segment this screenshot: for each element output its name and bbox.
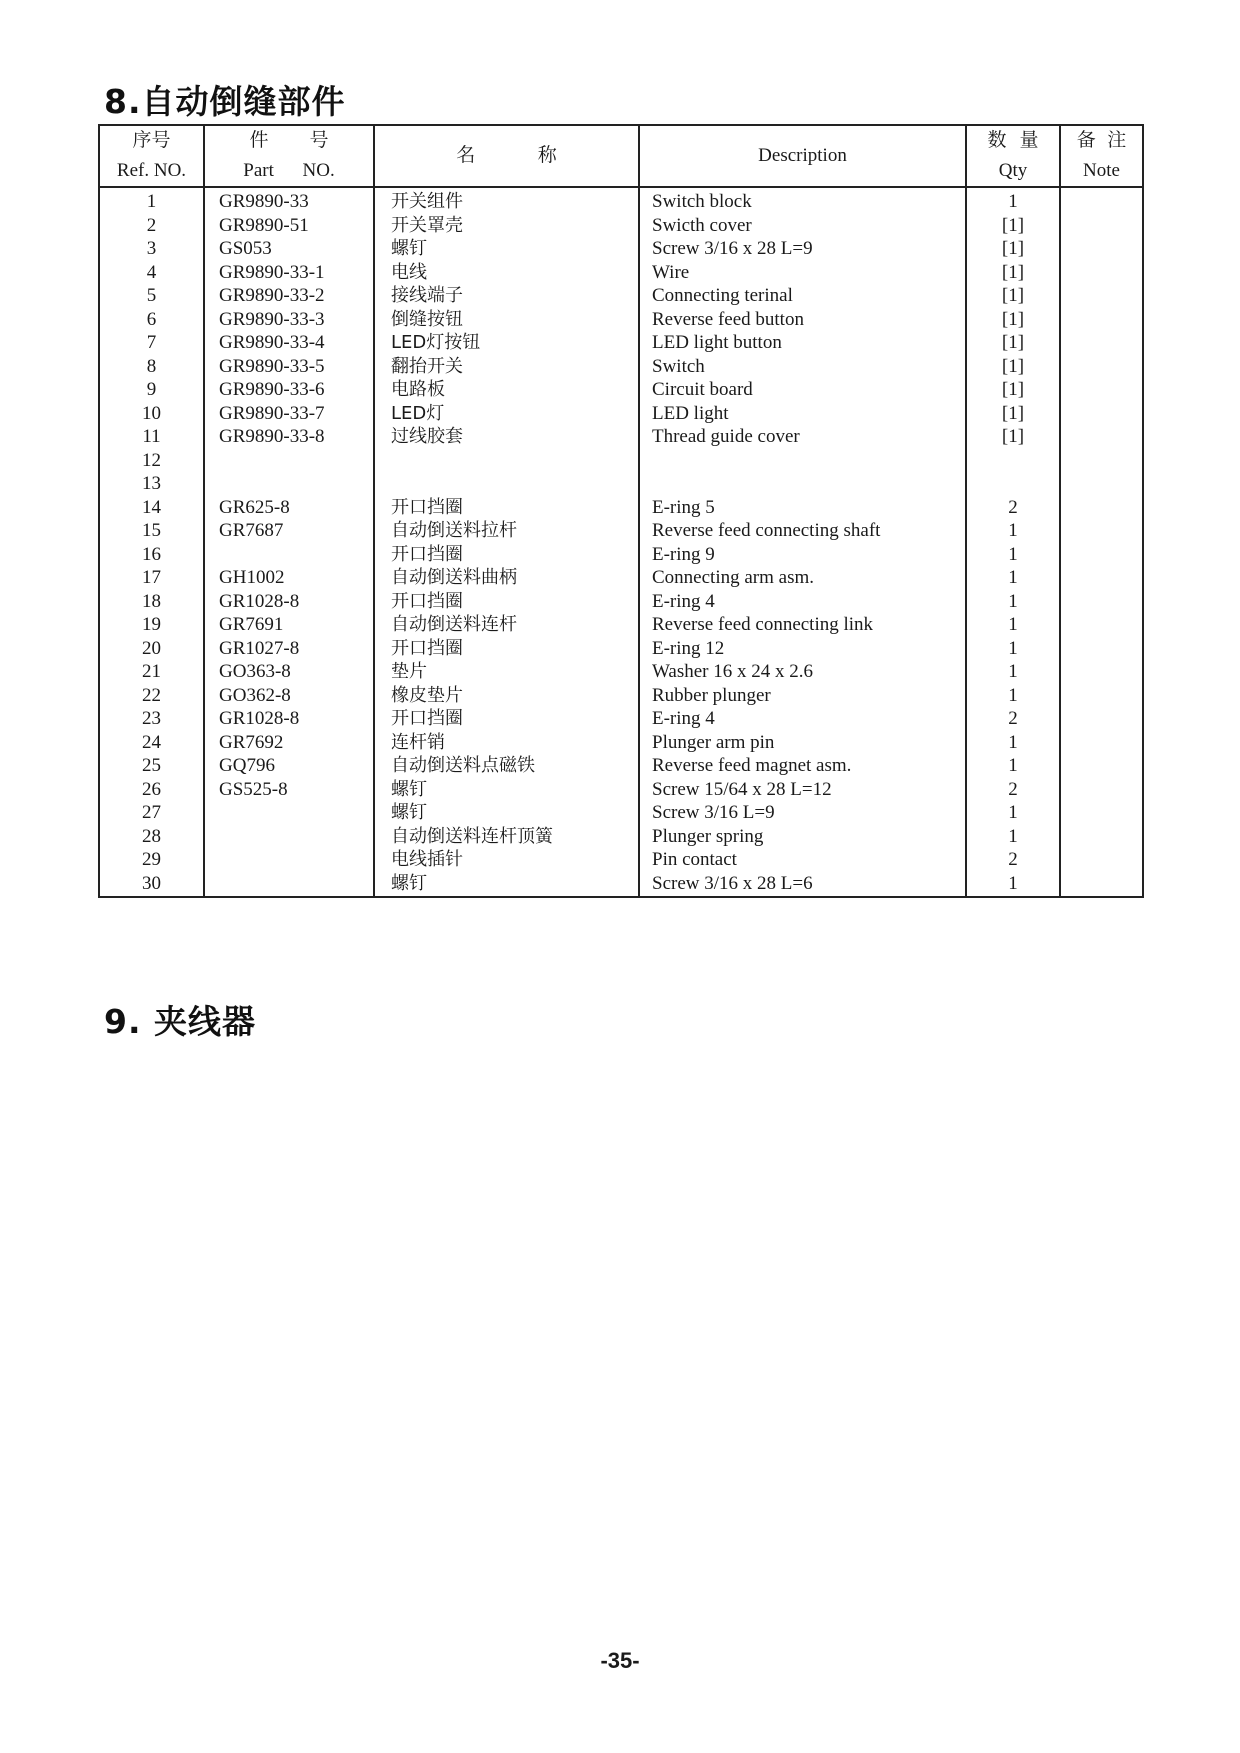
description: Screw 3/16 x 28 L=9 xyxy=(639,237,966,261)
header-note-en: Note xyxy=(1083,160,1120,181)
quantity: 2 xyxy=(966,496,1060,520)
part-name-zh: 螺钉 xyxy=(374,778,639,802)
table-row xyxy=(99,425,1143,449)
note xyxy=(1060,331,1143,355)
ref-number: 24 xyxy=(99,731,204,755)
table-row xyxy=(99,402,1143,426)
part-number: GS053 xyxy=(204,237,374,261)
header-qty-en: Qty xyxy=(998,160,1028,181)
quantity: 1 xyxy=(966,801,1060,825)
part-number: GR9890-33-4 xyxy=(204,331,374,355)
note xyxy=(1060,214,1143,238)
ref-number: 12 xyxy=(99,449,204,473)
part-number: GR7691 xyxy=(204,613,374,637)
part-number: GR1028-8 xyxy=(204,707,374,731)
quantity: 1 xyxy=(966,825,1060,849)
table-row xyxy=(99,261,1143,285)
quantity: 1 xyxy=(966,754,1060,778)
part-number xyxy=(204,872,374,898)
part-number xyxy=(204,825,374,849)
page-number: -35- xyxy=(600,1648,640,1673)
part-name-zh: 自动倒送料连杆顶簧 xyxy=(374,825,639,849)
quantity: 2 xyxy=(966,707,1060,731)
description: Reverse feed magnet asm. xyxy=(639,754,966,778)
part-number: GO362-8 xyxy=(204,684,374,708)
description xyxy=(639,472,966,496)
ref-number: 9 xyxy=(99,378,204,402)
ref-number: 3 xyxy=(99,237,204,261)
header-description-en: Description xyxy=(758,145,847,166)
header-ref-zh: 序号 xyxy=(132,130,171,151)
description: Circuit board xyxy=(639,378,966,402)
ref-number: 29 xyxy=(99,848,204,872)
part-name-zh: 翻抬开关 xyxy=(374,355,639,379)
part-number xyxy=(204,543,374,567)
description: Reverse feed button xyxy=(639,308,966,332)
part-name-zh: LED灯按钮 xyxy=(374,331,639,355)
quantity: 1 xyxy=(966,543,1060,567)
note xyxy=(1060,825,1143,849)
part-number: GR9890-33-1 xyxy=(204,261,374,285)
part-number: GR9890-33-8 xyxy=(204,425,374,449)
quantity: 1 xyxy=(966,637,1060,661)
table-row xyxy=(99,825,1143,849)
header-part xyxy=(204,125,374,187)
description: Screw 3/16 L=9 xyxy=(639,801,966,825)
note xyxy=(1060,237,1143,261)
part-name-zh: 电线 xyxy=(374,261,639,285)
ref-number: 7 xyxy=(99,331,204,355)
description: Pin contact xyxy=(639,848,966,872)
part-name-zh: 自动倒送料拉杆 xyxy=(374,519,639,543)
part-number: GO363-8 xyxy=(204,660,374,684)
description: Plunger spring xyxy=(639,825,966,849)
quantity: [1] xyxy=(966,308,1060,332)
note xyxy=(1060,684,1143,708)
part-name-zh: 自动倒送料连杆 xyxy=(374,613,639,637)
header-note xyxy=(1060,125,1143,187)
part-name-zh: 电路板 xyxy=(374,378,639,402)
note xyxy=(1060,284,1143,308)
quantity: [1] xyxy=(966,237,1060,261)
part-name-zh: 螺钉 xyxy=(374,801,639,825)
part-number: GR9890-33-6 xyxy=(204,378,374,402)
table-row xyxy=(99,187,1143,214)
part-number: GH1002 xyxy=(204,566,374,590)
part-number: GR9890-51 xyxy=(204,214,374,238)
part-name-zh: 橡皮垫片 xyxy=(374,684,639,708)
quantity xyxy=(966,472,1060,496)
ref-number: 30 xyxy=(99,872,204,898)
note xyxy=(1060,308,1143,332)
description: Washer 16 x 24 x 2.6 xyxy=(639,660,966,684)
part-number: GR1028-8 xyxy=(204,590,374,614)
ref-number: 1 xyxy=(99,187,204,214)
table-row xyxy=(99,801,1143,825)
ref-number: 26 xyxy=(99,778,204,802)
ref-number: 19 xyxy=(99,613,204,637)
header-qty-zh-a: 数 xyxy=(987,130,1007,151)
quantity: 1 xyxy=(966,519,1060,543)
note xyxy=(1060,449,1143,473)
part-name-zh: 螺钉 xyxy=(374,237,639,261)
table-row xyxy=(99,214,1143,238)
ref-number: 16 xyxy=(99,543,204,567)
part-name-zh: 开关罩壳 xyxy=(374,214,639,238)
part-name-zh: 开关组件 xyxy=(374,187,639,214)
note xyxy=(1060,660,1143,684)
description: E-ring 5 xyxy=(639,496,966,520)
header-qty xyxy=(966,125,1060,187)
ref-number: 28 xyxy=(99,825,204,849)
note xyxy=(1060,187,1143,214)
description xyxy=(639,449,966,473)
note xyxy=(1060,590,1143,614)
table-row xyxy=(99,472,1143,496)
description: Wire xyxy=(639,261,966,285)
part-number: GR1027-8 xyxy=(204,637,374,661)
part-number: GR9890-33 xyxy=(204,187,374,214)
description: Swicth cover xyxy=(639,214,966,238)
table-row xyxy=(99,613,1143,637)
ref-number: 22 xyxy=(99,684,204,708)
quantity: 2 xyxy=(966,778,1060,802)
header-part-en-a: Part xyxy=(243,160,274,181)
table-header-row xyxy=(99,125,1143,187)
note xyxy=(1060,848,1143,872)
description: LED light button xyxy=(639,331,966,355)
quantity: 1 xyxy=(966,590,1060,614)
table-row xyxy=(99,707,1143,731)
part-number: GR9890-33-5 xyxy=(204,355,374,379)
quantity: 2 xyxy=(966,848,1060,872)
table-row xyxy=(99,237,1143,261)
part-name-zh: 开口挡圈 xyxy=(374,543,639,567)
ref-number: 11 xyxy=(99,425,204,449)
header-description xyxy=(639,125,966,187)
quantity: 1 xyxy=(966,566,1060,590)
quantity: 1 xyxy=(966,613,1060,637)
description: E-ring 4 xyxy=(639,590,966,614)
quantity: [1] xyxy=(966,284,1060,308)
description: Screw 15/64 x 28 L=12 xyxy=(639,778,966,802)
part-name-zh: 自动倒送料点磁铁 xyxy=(374,754,639,778)
table-row xyxy=(99,308,1143,332)
part-name-zh: 过线胶套 xyxy=(374,425,639,449)
ref-number: 18 xyxy=(99,590,204,614)
quantity: 1 xyxy=(966,187,1060,214)
part-number: GR7692 xyxy=(204,731,374,755)
part-number: GR7687 xyxy=(204,519,374,543)
note xyxy=(1060,778,1143,802)
note xyxy=(1060,872,1143,898)
note xyxy=(1060,731,1143,755)
part-number: GR9890-33-3 xyxy=(204,308,374,332)
part-number: GS525-8 xyxy=(204,778,374,802)
description: E-ring 9 xyxy=(639,543,966,567)
part-name-zh: LED灯 xyxy=(374,402,639,426)
parts-table-body xyxy=(99,187,1143,897)
description: Plunger arm pin xyxy=(639,731,966,755)
part-name-zh: 开口挡圈 xyxy=(374,496,639,520)
table-row xyxy=(99,637,1143,661)
ref-number: 6 xyxy=(99,308,204,332)
description: Thread guide cover xyxy=(639,425,966,449)
parts-table xyxy=(98,124,1144,898)
note xyxy=(1060,378,1143,402)
description: Reverse feed connecting link xyxy=(639,613,966,637)
quantity: [1] xyxy=(966,214,1060,238)
quantity: 1 xyxy=(966,731,1060,755)
header-ref-en: Ref. NO. xyxy=(116,160,187,181)
header-part-zh-b: 号 xyxy=(309,130,329,151)
table-row xyxy=(99,731,1143,755)
description: LED light xyxy=(639,402,966,426)
ref-number: 8 xyxy=(99,355,204,379)
note xyxy=(1060,707,1143,731)
description: Connecting arm asm. xyxy=(639,566,966,590)
table-row xyxy=(99,872,1143,898)
part-name-zh: 自动倒送料曲柄 xyxy=(374,566,639,590)
part-number: GR9890-33-2 xyxy=(204,284,374,308)
table-row xyxy=(99,754,1143,778)
header-qty-zh-b: 量 xyxy=(1019,130,1039,151)
part-name-zh: 连杆销 xyxy=(374,731,639,755)
part-name-zh: 垫片 xyxy=(374,660,639,684)
table-row xyxy=(99,566,1143,590)
note xyxy=(1060,543,1143,567)
header-part-zh-a: 件 xyxy=(249,130,269,151)
part-name-zh: 电线插针 xyxy=(374,848,639,872)
table-row xyxy=(99,660,1143,684)
header-name-zh-b: 称 xyxy=(537,145,557,166)
ref-number: 25 xyxy=(99,754,204,778)
note xyxy=(1060,566,1143,590)
description: Switch xyxy=(639,355,966,379)
part-name-zh: 接线端子 xyxy=(374,284,639,308)
table-row xyxy=(99,778,1143,802)
header-part-en-b: NO. xyxy=(302,160,335,181)
table-row xyxy=(99,684,1143,708)
table-row xyxy=(99,449,1143,473)
note xyxy=(1060,496,1143,520)
header-ref xyxy=(99,125,204,187)
section-8-title: 8.自动倒缝部件 xyxy=(104,82,346,121)
quantity: 1 xyxy=(966,660,1060,684)
description: Rubber plunger xyxy=(639,684,966,708)
ref-number: 23 xyxy=(99,707,204,731)
table-row xyxy=(99,519,1143,543)
quantity: [1] xyxy=(966,331,1060,355)
section-9-title: 9. 夹线器 xyxy=(104,1002,256,1041)
header-note-zh-a: 备 xyxy=(1076,130,1096,151)
table-row xyxy=(99,543,1143,567)
table-row xyxy=(99,378,1143,402)
table-row xyxy=(99,355,1143,379)
part-number xyxy=(204,449,374,473)
quantity: [1] xyxy=(966,402,1060,426)
header-note-zh-b: 注 xyxy=(1107,130,1127,151)
table-row xyxy=(99,590,1143,614)
note xyxy=(1060,472,1143,496)
description: E-ring 4 xyxy=(639,707,966,731)
table-row xyxy=(99,496,1143,520)
quantity xyxy=(966,449,1060,473)
part-name-zh: 开口挡圈 xyxy=(374,707,639,731)
description: Reverse feed connecting shaft xyxy=(639,519,966,543)
part-number xyxy=(204,801,374,825)
note xyxy=(1060,613,1143,637)
part-name-zh xyxy=(374,472,639,496)
ref-number: 14 xyxy=(99,496,204,520)
part-name-zh xyxy=(374,449,639,473)
part-name-zh: 螺钉 xyxy=(374,872,639,898)
quantity: [1] xyxy=(966,425,1060,449)
ref-number: 20 xyxy=(99,637,204,661)
quantity: [1] xyxy=(966,261,1060,285)
table-row xyxy=(99,284,1143,308)
ref-number: 10 xyxy=(99,402,204,426)
note xyxy=(1060,355,1143,379)
part-name-zh: 开口挡圈 xyxy=(374,590,639,614)
header-name-zh-a: 名 xyxy=(456,145,476,166)
ref-number: 5 xyxy=(99,284,204,308)
part-number xyxy=(204,472,374,496)
part-name-zh: 开口挡圈 xyxy=(374,637,639,661)
note xyxy=(1060,402,1143,426)
table-row xyxy=(99,331,1143,355)
description: Screw 3/16 x 28 L=6 xyxy=(639,872,966,898)
description: Connecting terinal xyxy=(639,284,966,308)
note xyxy=(1060,519,1143,543)
ref-number: 17 xyxy=(99,566,204,590)
note xyxy=(1060,637,1143,661)
ref-number: 13 xyxy=(99,472,204,496)
description: Switch block xyxy=(639,187,966,214)
part-number xyxy=(204,848,374,872)
ref-number: 15 xyxy=(99,519,204,543)
ref-number: 21 xyxy=(99,660,204,684)
note xyxy=(1060,801,1143,825)
header-name xyxy=(374,125,639,187)
note xyxy=(1060,754,1143,778)
quantity: [1] xyxy=(966,378,1060,402)
quantity: [1] xyxy=(966,355,1060,379)
quantity: 1 xyxy=(966,872,1060,898)
note xyxy=(1060,425,1143,449)
part-number: GQ796 xyxy=(204,754,374,778)
quantity: 1 xyxy=(966,684,1060,708)
ref-number: 2 xyxy=(99,214,204,238)
part-number: GR9890-33-7 xyxy=(204,402,374,426)
ref-number: 4 xyxy=(99,261,204,285)
ref-number: 27 xyxy=(99,801,204,825)
table-row xyxy=(99,848,1143,872)
description: E-ring 12 xyxy=(639,637,966,661)
note xyxy=(1060,261,1143,285)
part-name-zh: 倒缝按钮 xyxy=(374,308,639,332)
part-number: GR625-8 xyxy=(204,496,374,520)
